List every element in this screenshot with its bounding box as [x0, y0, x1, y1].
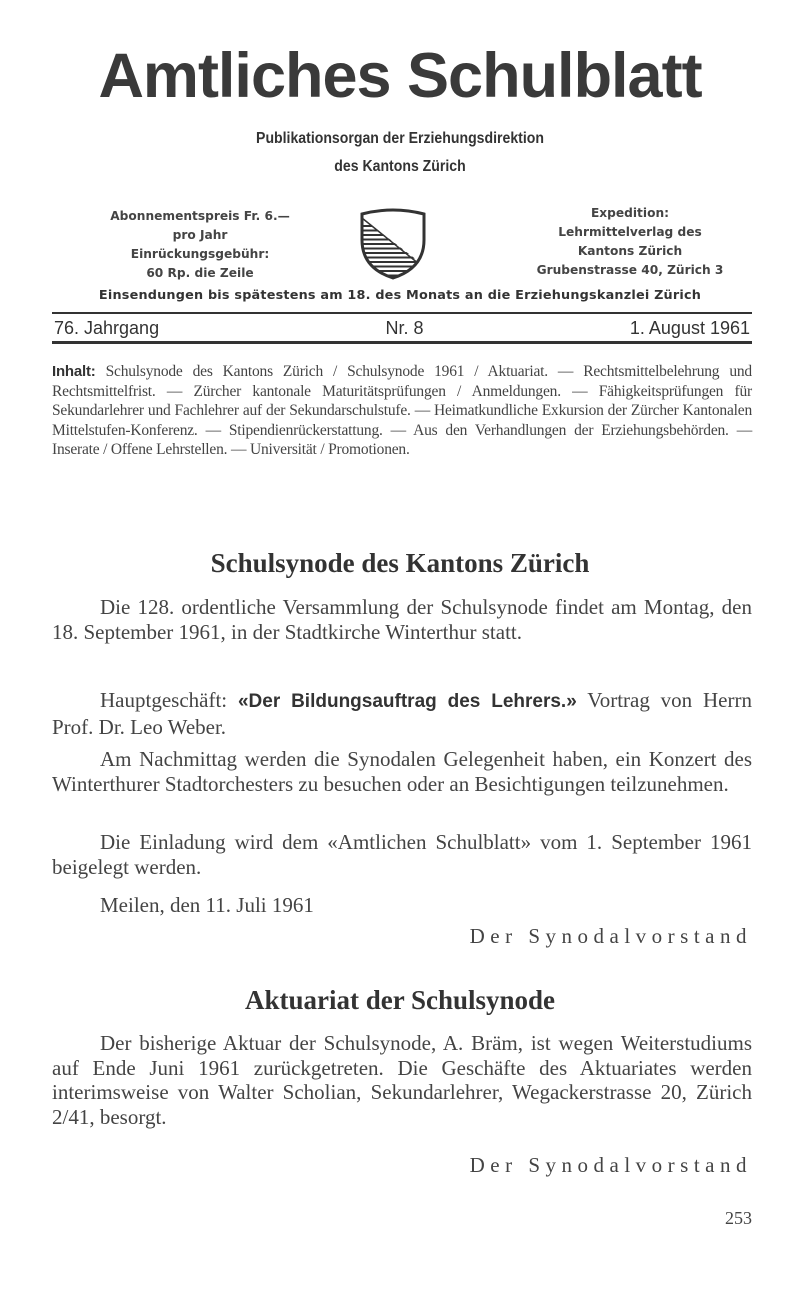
- masthead-title: Amtliches Schulblatt: [98, 41, 702, 111]
- bottom-rule: [52, 341, 752, 344]
- issue-volume: 76. Jahrgang: [54, 317, 160, 338]
- lecture-title: «Der Bildungsauftrag des Lehrers.»: [237, 691, 577, 712]
- article1-place-date: Meilen, den 11. Juli 1961: [100, 893, 314, 917]
- issue-bar: [54, 316, 750, 340]
- submission-deadline: Einsendungen bis spätestens am 18. des Monats an die Erziehungskanzlei Zürich: [98, 288, 702, 303]
- masthead-subtitle-line2: des Kantons Zürich: [334, 158, 466, 175]
- article1-signature: Der Synodalvorstand: [469, 924, 752, 948]
- masthead-subtitle-line1: Publikationsorgan der Erziehungsdirektion: [256, 130, 544, 147]
- para2-prefix: Hauptgeschäft:: [100, 688, 238, 712]
- top-rule: [52, 312, 752, 314]
- table-of-contents: [52, 362, 752, 460]
- article1-para4: Die Einladung wird dem «Amtlichen Schulblatt» vom 1. September 1961 beigelegt werden.: [52, 830, 752, 879]
- article1-para1: Die 128. ordentliche Versammlung der Schulsynode findet am Montag, den 18. September 1961, in der Stadtkirche Winterthur statt.: [52, 595, 752, 644]
- issue-number: Nr. 8: [385, 317, 424, 338]
- publisher-label: Expedition:: [590, 206, 669, 220]
- article2-para1: Der bisherige Aktuar der Schulsynode, A. Bräm, ist wegen Weiterstudiums auf Ende Juni 1961 zurückgetreten. Die Geschäfte des Aktuariates werden interimsweise von Walter Scholian, Sekundarlehrer, Wegackerstrasse 20, Zürich 2/41, besorgt.: [52, 1031, 752, 1129]
- article2-heading: Aktuariat der Schulsynode: [244, 985, 556, 1015]
- toc-label: Inhalt:: [52, 363, 96, 380]
- toc-text: Schulsynode des Kantons Zürich / Schulsynode 1961 / Aktuariat. — Rechtsmittelbelehrung und Rechtsmittelfrist. — Zürcher kantonale Maturitätsprüfungen / Anmeldungen. — Fähigkeitsprüfungen für Sekundarlehrer und Fachlehrer auf der Sekundarschulstufe. — Heimatkundliche Exkursion der Zürcher Kantonalen Mittelstufen-Konferenz. — Stipendienrückerstattung. — Aus den Verhandlungen der Erziehungsbehörden. — Inserate / Offene Lehrstellen. — Universität / Promotionen.: [52, 363, 752, 458]
- subscription-info: [70, 207, 330, 283]
- publisher-info: [490, 204, 770, 280]
- subscription-period: pro Jahr: [172, 228, 228, 242]
- publisher-canton: Kantons Zürich: [577, 244, 683, 258]
- subscription-price: Abonnementspreis Fr. 6.—: [110, 209, 290, 223]
- article2-signature: Der Synodalvorstand: [469, 1153, 752, 1177]
- article1-para2: [52, 688, 752, 739]
- publisher-name: Lehrmittelverlag des: [558, 225, 702, 239]
- para2-suffix: Vortrag von Herrn Prof. Dr. Leo Weber.: [52, 688, 752, 739]
- insertion-fee-label: Einrückungsgebühr:: [130, 247, 270, 261]
- publisher-address: Grubenstrasse 40, Zürich 3: [536, 263, 724, 277]
- insertion-fee-value: 60 Rp. die Zeile: [146, 266, 254, 280]
- zurich-coat-of-arms-icon: [356, 206, 430, 282]
- article1-para3: Am Nachmittag werden die Synodalen Gelegenheit haben, ein Konzert des Winterthurer Stadtorchesters zu besuchen oder an Besichtigungen teilzunehmen.: [52, 747, 752, 796]
- issue-date: 1. August 1961: [629, 317, 750, 338]
- page-number: 253: [725, 1208, 752, 1228]
- article1-heading: Schulsynode des Kantons Zürich: [210, 548, 590, 578]
